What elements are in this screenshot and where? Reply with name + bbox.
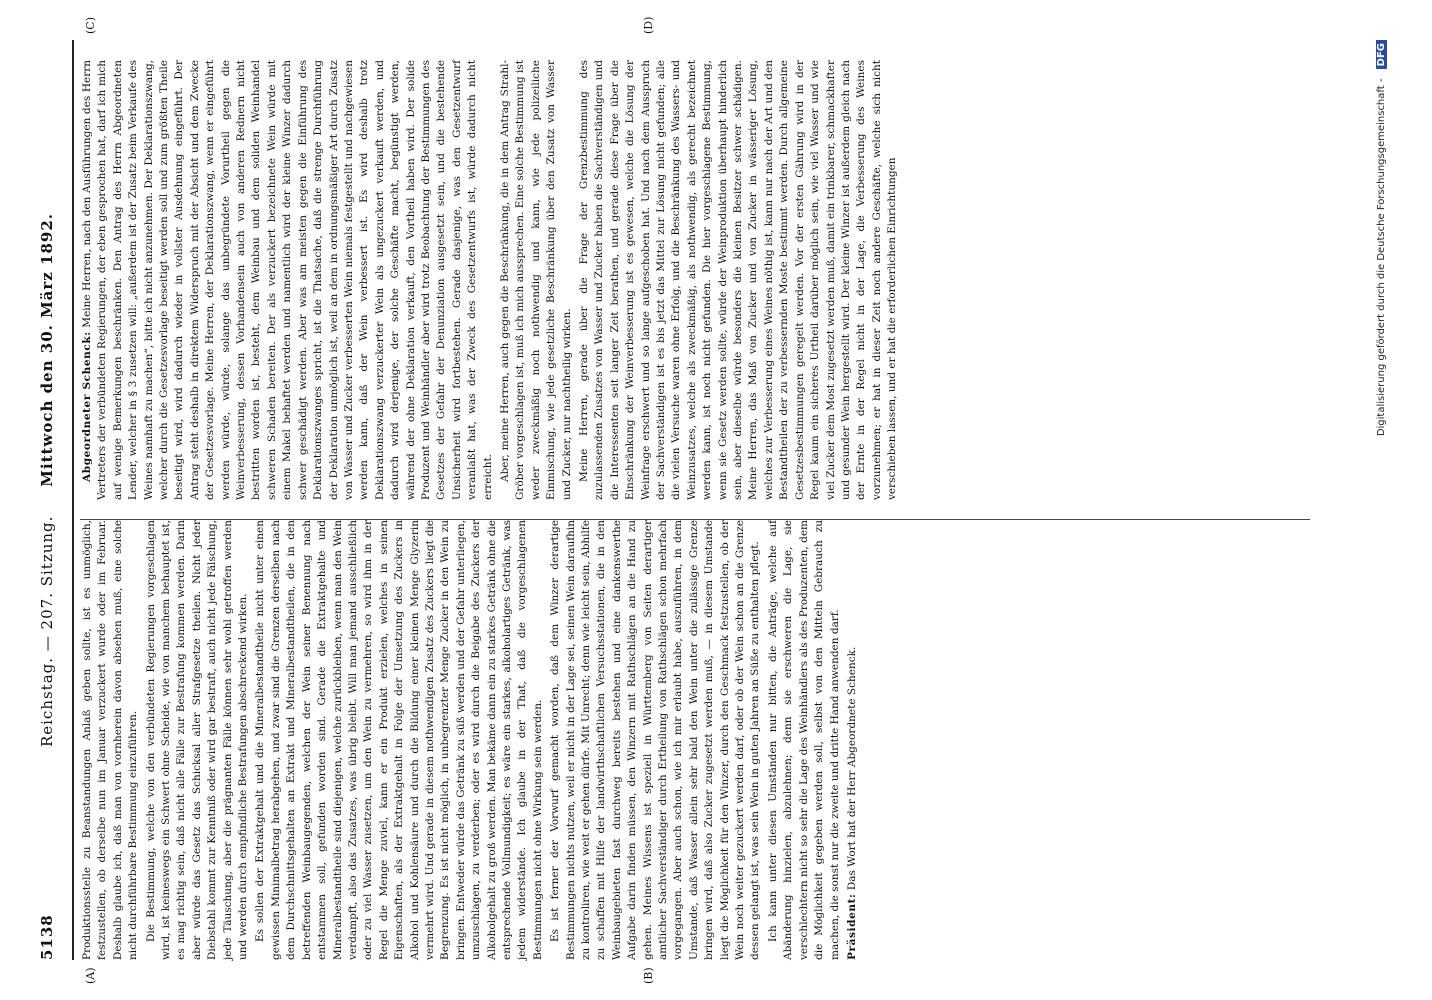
margin-marker-d: (D): [642, 16, 655, 34]
paragraph: Produktionsstelle zu Beanstandungen Anlaß geben sollte, ist es unmöglich, festzustellen, ob derselbe nun im Januar verzuckert wurde oder im Februar. Deshalb glaube ich, daß man von vornherein davon absehen muß, eine solche nicht durchführbare Bestimmung einzuführen.: [81, 520, 140, 960]
paragraph: Die Bestimmung, welche von den verbündeten Regierungen vorgeschlagen wird, ist keineswegs ein Schwert ohne Scheide, wie von manchem behauptet ist, es mag richtig sein, daß nicht alle Fälle zur Bestrafung kommen werden. Darin aber würde das Gesetz das Schicksal aller Strafgesetze theilen. Nicht jeder Diebstahl kommt zur Kenntniß oder wird gar bestraft, auch nicht jede Fälschung, jede Täuschung, aber die prägnanten Fälle können sehr wohl getroffen werden und werden durch empfindliche Bestrafungen abschreckend wirken.: [144, 520, 250, 960]
running-title: [38, 130, 56, 830]
paragraph: Es sollen der Extraktgehalt und die Mineralbestandtheile nicht unter einen gewissen Minimalbetrag herabgehen, und zwar sind die Grenzen derselben nach dem Durchschnittsgehalten an Extrakt und Mineralbestandtheilen, die in den betreffenden Weinbaugegenden, welchen der Wein seiner Benennung nach entstammen soll, gefunden worden sind. Gerade die Extraktgehalte und Mineralbestandtheile sind diejenigen, welche zurückbleiben, wenn man den Wein verdampft, also das Zusatzes, was übrig bleibt. Will man jemand ausschließlich oder zu viel Wasser zusetzen, um den Wein zu vermehren, so wird ihm in der Regel die Menge zuviel, kann er ein Produkt erzielen, welches in seinen Eigenschaften, als der Extraktgehalt in Folge der Umsetzung des Zuckers in Alkohol und Kohlensäure und durch die Bildung einer kleinen Menge Glyzerin vermehrt wird. Und gerade in diesem nothwendigen Zusatz des Zuckers liegt die Begrenzung. Es ist nicht möglich, in unbegrenzter Menge Zucker in den Wein zu bringen. Entweder würde das Getränk zu süß werden und der Gefahr unterliegen, umzuschlagen, zu verderben; oder es wird durch die Beigabe des Zuckers der Alkoholgehalt zu groß werden. Man bekäme dann ein zu starkes Getränk ohne die entsprechende Vollmundigkeit; es wäre ein starkes, alkoholartiges Getränk, was jedem widerstände. Ich glaube in der That, daß die vorgeschlagenen Bestimmungen nicht ohne Wirkung sein werden.: [254, 520, 544, 960]
dfg-logo: DFG: [1376, 40, 1387, 69]
column-divider: [80, 519, 1310, 520]
left-column: [80, 520, 862, 960]
margin-marker-c: (C): [84, 17, 97, 34]
margin-marker-b: (B): [642, 967, 655, 984]
page-number: 5138: [38, 914, 56, 960]
header-rule: [72, 40, 74, 960]
session-date: Mittwoch den 30. März 1892.: [38, 212, 56, 487]
president-remark: [845, 520, 860, 960]
paragraph: Meine Herren, gerade über die Frage der Grenzbestimmung des zuzulassenden Zusatzes von Wasser und Zucker haben die Sachverständigen und die Interessenten seit langer Zeit berathen, und gerade diese Frage über die Einschränkung der Weinverbesserung ist es gewesen, welche die Lösung der Weinfrage erschwert und so lange aufgeschoben hat. Und nach dem Ausspruch der Sachverständigen ist es bis jetzt das Mittel zur Lösung nicht gefunden; alle die vielen Versuche waren ohne Erfolg, und die Beschränkung des Wassers- und Weinzusatzes, welche als zweckmäßig, als nothwendig, als gerecht bezeichnet werden kann, ist noch nicht gefunden. Die hier vorgeschlagene Bestimmung, wenn sie Gesetz werden sollte, würde der Weinproduktion überhaupt hinderlich sein, aber dieselbe würde besonders die kleinen Besitzer schwer schädigen. Meine Herren, das Maß von Zucker und von Zucker in wässeriger Lösung, welches zur Verbesserung eines Weines nöthig ist, kann nur nach der Art und den Bestandtheilen der zu verbessernden Moste bestimmt werden. Durch allgemeine Gesetzesbestimmungen geregelt werden. Vor der ersten Gährung wird in der Regel kaum ein sicheres Urtheil darüber möglich sein, wie viel Wasser und wie viel Zucker dem Most zugesetzt werden muß, damit ein trinkbarer, schmackhafter und gesunder Wein hergestellt wird. Der kleine Winzer ist außerdem gleich nach der Ernte in der Regel nicht in der Lage, die Verbesserung des Weines vorzunehmen; er hat in dieser Zeit noch andere Geschäfte, welche sich nicht verschieben lassen, und er hat die erforderlichen Einrichtungen: [578, 60, 899, 500]
speech-text: Meine Herren, nach den Ausführungen des Herrn Vertreters der verbündeten Regierungen, der eben gesprochen hat, darf ich mich auf wenige Bemerkungen beschränken. Den Antrag des Herrn Abgeordneten Lender, welcher in § 3 zusetzen will: „außerdem ist der Zusatz beim Verkaufe des Weines namhaft zu machen“, bitte ich nicht anzunehmen. Der Deklarationszwang, welcher durch die Gesetzesvorlage beseitigt werden soll und zum größten Theile beseitigt wird, wird dadurch wieder in vollster Ausdehnung eingeführt. Der Antrag steht deshalb in direktem Widerspruch mit der Absicht und dem Zwecke der Gesetzesvorlage. Meine Herren, der Deklarationszwang, wenn er eingeführt werden würde, würde, solange das unbegründete Vorurtheil gegen die Weinverbesserung, dessen Vorhandensein auch von anderen Rednern nicht bestritten worden ist, besteht, dem Weinbau und dem soliden Weinhandel schweren Schaden bereiten. Der als verzuckert bezeichnete Wein würde mit einem Makel behaftet werden und namentlich wird der kleine Winzer dadurch schwer geschädigt werden. Aber was am meisten gegen die Einführung des Deklarationszwanges spricht, ist die Thatsache, daß die strenge Durchführung der Deklaration unmöglich ist, weil an dem in ordnungsmäßiger Art durch Zusatz von Wasser und Zucker verbesserten Wein niemals festgestellt und nachgewiesen werden kann, daß der Wein verbessert ist. Es wird deshalb trotz Deklarationszwang verzuckerter Wein als ungezuckert verkauft werden, und dadurch wird derjenige, der solche Geschäfte macht, begünstigt werden, während der ohne Deklaration verkauft, den Vortheil haben wird. Der solide Produzent und Weinhändler aber wird trotz Beobachtung der Bestimmungen des Gesetzes der Gefahr der Denunziation ausgesetzt sein, und die bestehende Unsicherheit wird fortbestehen. Gerade dasjenige, was den Gesetzentwurf veranlaßt hat, was der Zweck des Gesetzentwurfs ist, würde dadurch nicht erreicht.: [81, 59, 494, 500]
remark-text: Das Wort hat der Herr Abgeordnete Schenck.: [845, 646, 858, 891]
margin-marker-a: (A): [84, 967, 97, 984]
digitization-credit: [1376, 40, 1387, 960]
speaker-name: Präsident:: [845, 893, 858, 960]
paragraph: Es ist ferner der Vorwurf gemacht worden, daß dem Winzer derartige Bestimmungen nichts nutzen, weil er nicht in der Lage sei, seinen Wein daraufhin zu kontroliren, wie weit er gehen dürfe. Mit Unrecht; denn wie leicht sein, Abhilfe zu schaffen mit Hilfe der landwirthschaftlichen Versuchsstationen, die in den Weinbaugebieten fast durchweg bereits bestehen und eine dankenswerthe Aufgabe darin finden müssen, den Winzern mit Rathschlägen an die Hand zu gehen. Meines Wissens ist speziell in Württemberg von Seiten derartiger amtlicher Sachverständiger durch Ertheilung von Rathschlägen schon mehrfach vorgegangen. Aber auch schon, wie ich mir erlaubt habe, auszuführen, in dem Umstande, daß Wasser allein sehr bald den Wein unter die zulässige Grenze bringen wird, daß also Zucker zugesetzt werden muß, — in diesem Umstande liegt die Möglichkeit für den Winzer, durch den Geschmack festzustellen, ob der Wein noch weiter gezuckert werden darf, oder ob der Wein schon an die Grenze dessen gelangt ist, was sein Wein in guten Jahren an Süße zu enthalten pflegt.: [549, 520, 762, 960]
speech-opening: [80, 60, 496, 500]
paragraph: Ich kann unter diesen Umständen nur bitten, die Anträge, welche auf Abänderung hinzielen, abzulehnen; denn sie erschweren die Lage, sie verschlechtern nicht so sehr die Lage des Weinhändlers als des Produzenten, dem die Möglichkeit gegeben werden soll, selbst von den Mitteln Gebrauch zu machen, die sonst nur die zweite und dritte Hand anwenden darf.: [766, 520, 841, 960]
credit-text: Digitalisierung gefördert durch die Deutsche Forschungsgemeinschaft -: [1376, 78, 1387, 437]
page-header: [38, 40, 66, 960]
right-column: [80, 60, 903, 500]
speaker-name: Abgeordneter Schenck:: [81, 331, 93, 482]
paragraph: Aber, meine Herren, auch gegen die Beschränkung, die in dem Antrag Strahl-Gröber vorgeschlagen ist, muß ich mich aussprechen. Eine solche Bestimmung ist weder zweckmäßig noch nothwendig und kann, wie jede polizeiliche Einmischung, wie jede gesetzliche Beschränkung über den Zusatz von Wasser und Zucker, nur nachtheilig wirken.: [498, 60, 573, 500]
session-title: Reichstag. — 207. Sitzung.: [38, 515, 56, 748]
